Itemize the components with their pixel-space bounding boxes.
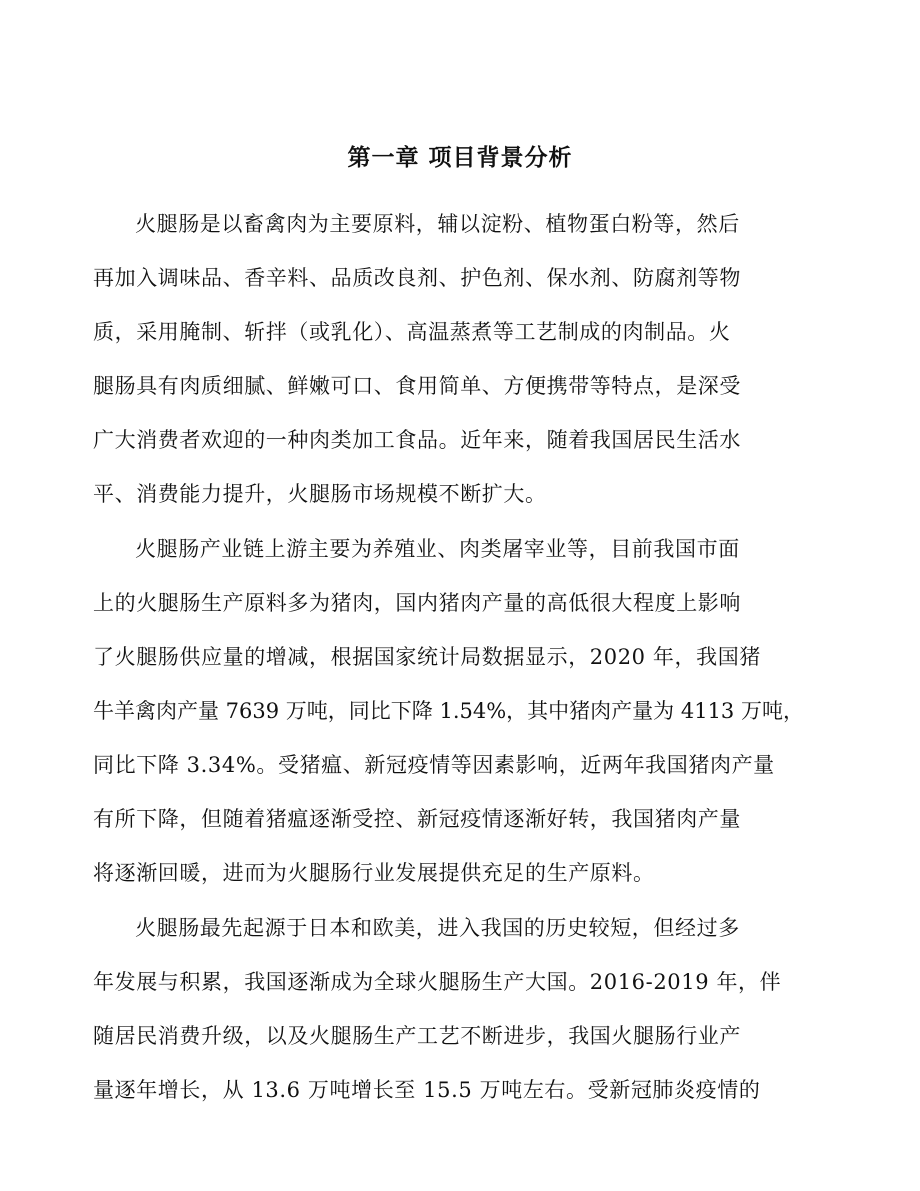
- paragraph-3-line-4: 量逐年增长，从 13.6 万吨增长至 15.5 万吨左右。受新冠肺炎疫情的: [93, 1078, 761, 1102]
- paragraph-1-line-2: 再加入调味品、香辛料、品质改良剂、护色剂、保水剂、防腐剂等物: [93, 266, 741, 290]
- paragraph-3-line-1: 火腿肠最先起源于日本和欧美，进入我国的历史较短，但经过多: [135, 916, 740, 940]
- paragraph-2-line-4: 牛羊禽肉产量 7639 万吨，同比下降 1.54%，其中猪肉产量为 4113 万吨，: [93, 699, 804, 723]
- paragraph-2-line-5: 同比下降 3.34%。受猪瘟、新冠疫情等因素影响，近两年我国猪肉产量: [93, 753, 775, 777]
- paragraph-1-line-3: 质，采用腌制、斩拌（或乳化）、高温蒸煮等工艺制成的肉制品。火: [93, 320, 731, 344]
- paragraph-3-line-2: 年发展与积累，我国逐渐成为全球火腿肠生产大国。2016-2019 年，伴: [93, 970, 782, 994]
- paragraph-2-line-6: 有所下降，但随着猪瘟逐渐受控、新冠疫情逐渐好转，我国猪肉产量: [93, 807, 741, 831]
- paragraph-2-line-3: 了火腿肠供应量的增减，根据国家统计局数据显示，2020 年，我国猪: [93, 645, 761, 669]
- paragraph-2-line-1: 火腿肠产业链上游主要为养殖业、肉类屠宰业等，目前我国市面: [135, 537, 740, 561]
- paragraph-1-line-4: 腿肠具有肉质细腻、鲜嫩可口、食用简单、方便携带等特点，是深受: [93, 374, 741, 398]
- paragraph-2-line-7: 将逐渐回暖，进而为火腿肠行业发展提供充足的生产原料。: [93, 861, 655, 885]
- paragraph-1-line-1: 火腿肠是以畜禽肉为主要原料，辅以淀粉、植物蛋白粉等，然后: [135, 212, 740, 236]
- paragraph-1-line-5: 广大消费者欢迎的一种肉类加工食品。近年来，随着我国居民生活水: [93, 428, 741, 452]
- chapter-title: 第一章 项目背景分析: [347, 145, 573, 171]
- paragraph-2-line-2: 上的火腿肠生产原料多为猪肉，国内猪肉产量的高低很大程度上影响: [93, 591, 741, 615]
- paragraph-3-line-3: 随居民消费升级，以及火腿肠生产工艺不断进步，我国火腿肠行业产: [93, 1024, 741, 1048]
- paragraph-1-line-6: 平、消费能力提升，火腿肠市场规模不断扩大。: [93, 482, 547, 506]
